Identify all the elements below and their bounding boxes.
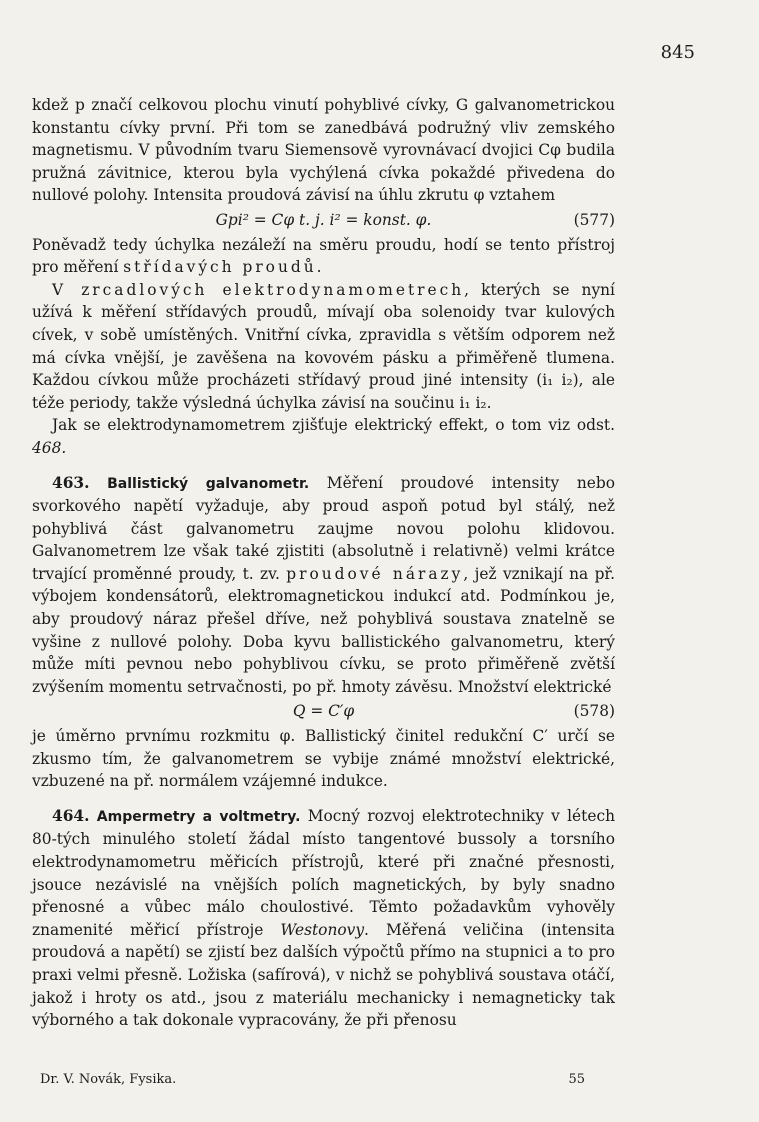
section-463-para-2: je úměrno prvnímu rozkmitu φ. Ballistický činitel redukční C′ určí se zkusmo tím, že galvanometrem se vybije známé množství elektrické, vzbuzené na př. normálem vzájemné indukce. [32, 727, 615, 791]
paragraph-2-emphasis: střídavých proudů [123, 258, 317, 277]
section-463 [32, 472, 615, 793]
page-number: 845 [660, 42, 695, 63]
section-463-text-2: , jež vznikají na př. výbojem kondensátorů, elektromagnetickou indukcí atd. Podmínkou je, aby proudový náraz přešel dříve, než pohyblivá soustava znatelně se vyšine z nullové polohy. Doba kyvu ballistického galvanometru, který může míti pevnou nebo pohyblivou cívku, se proto přiměřeně zvětší zvýšením momentu setrvačnosti, po př. hmoty závěsu. Množství elektrické [32, 564, 615, 696]
formula-578 [32, 700, 615, 723]
section-464-name: Westonovy [280, 920, 365, 939]
section-464-text-2: . Měřená veličina (intensita proudová a napětí) se zjistí bez dalších výpočtů přímo na stupnici a to pro praxi velmi přesně. Ložiska (safírová), v nichž se pohyblivá soustava otáčí, jakož i hroty os atd., jsou z materiálu mechanicky i nemagneticky tak výborného a tak dokonale vypracovány, že při přenosu [32, 920, 615, 1030]
paragraph-4-reference: 468. [32, 438, 67, 457]
section-464 [32, 805, 615, 1032]
paragraph-3-emphasis: V zrcadlových elektrodynamometrech [52, 280, 465, 299]
section-464-title: Ampermetry a voltmetry. [96, 808, 301, 825]
paragraph-3 [32, 279, 615, 415]
page-footer [40, 1072, 585, 1087]
section-463-emphasis: proudové nárazy [286, 564, 464, 583]
section-464-number: 464. [52, 806, 90, 825]
section-463-text-1: Měření proudové intensity nebo svorkového napětí vyžaduje, aby proud aspoň potud byl stálý, než pohyblivá část galvanometru zaujme novou polohu klidovou. Galvanometrem lze však také zjistiti (absolutně i relativně) velmi krátce trvající proměnné proudy, t. zv. [32, 473, 615, 583]
section-464-text-1: Mocný rozvoj elektrotechniky v létech 80-tých minulého století žádal místo tangentové bussoly a torsního elektrodynamometru měřicích přístrojů, které při značné přesnosti, jsouce nezávislé na vnějších polích magnetických, by byly snadno přenosné a vůbec málo choulostivé. Těmto požadavkům vyhověly znamenité měřicí přístroje [32, 806, 615, 939]
paragraph-2-end: . [316, 258, 322, 277]
section-463-para-1 [32, 472, 615, 699]
paragraph-4 [32, 414, 615, 459]
section-464-para-1 [32, 805, 615, 1032]
paragraph-3-text: , kterých se nyní užívá k měření střídavých proudů, mívají oba solenoidy tvar kulových cívek, v sobě umístěných. Vnitřní cívka, zpravidla s větším odporem než má cívka vnější, je zavěšena na kovovém pásku a přiměřeně tlumena. Každou cívkou může procházeti střídavý proud jiné intensity (i₁ i₂), ale téže periody, takže výsledná úchylka závisí na součinu i₁ i₂. [32, 280, 615, 412]
formula-578-expression: Q = C′φ [292, 702, 355, 721]
paragraph-4-text: Jak se elektrodynamometrem zjišťuje elektrický effekt, o tom viz odst. [52, 416, 615, 435]
equation-number-577: (577) [573, 210, 615, 229]
paragraph-2 [32, 234, 615, 279]
equation-number-578: (578) [573, 702, 615, 721]
section-463-title: Ballistický galvanometr. [107, 475, 310, 492]
page-body [32, 94, 615, 1032]
paragraph-1: kdež p značí celkovou plochu vinutí pohyblivé cívky, G galvanometrickou konstantu cívky první. Při tom se zanedbává podružný vliv zemského magnetismu. V původním tvaru Siemensově vyrovnávací dvojici Cφ budila pružná závitnice, kterou byla vychýlená cívka pokaždé přivedena do nullové polohy. Intensita proudová závisí na úhlu zkrutu φ vztahem [32, 96, 615, 205]
formula-577-expression: Gpi² = Cφ t. j. i² = konst. φ. [215, 210, 432, 229]
section-463-number: 463. [52, 473, 90, 492]
formula-577 [32, 209, 615, 232]
paragraph-2-text: Poněvadž tedy úchylka nezáleží na směru proudu, hodí se tento přístroj pro měření [32, 235, 615, 277]
footer-author: Dr. V. Novák, Fysika. [40, 1072, 177, 1087]
footer-signature: 55 [568, 1072, 585, 1087]
